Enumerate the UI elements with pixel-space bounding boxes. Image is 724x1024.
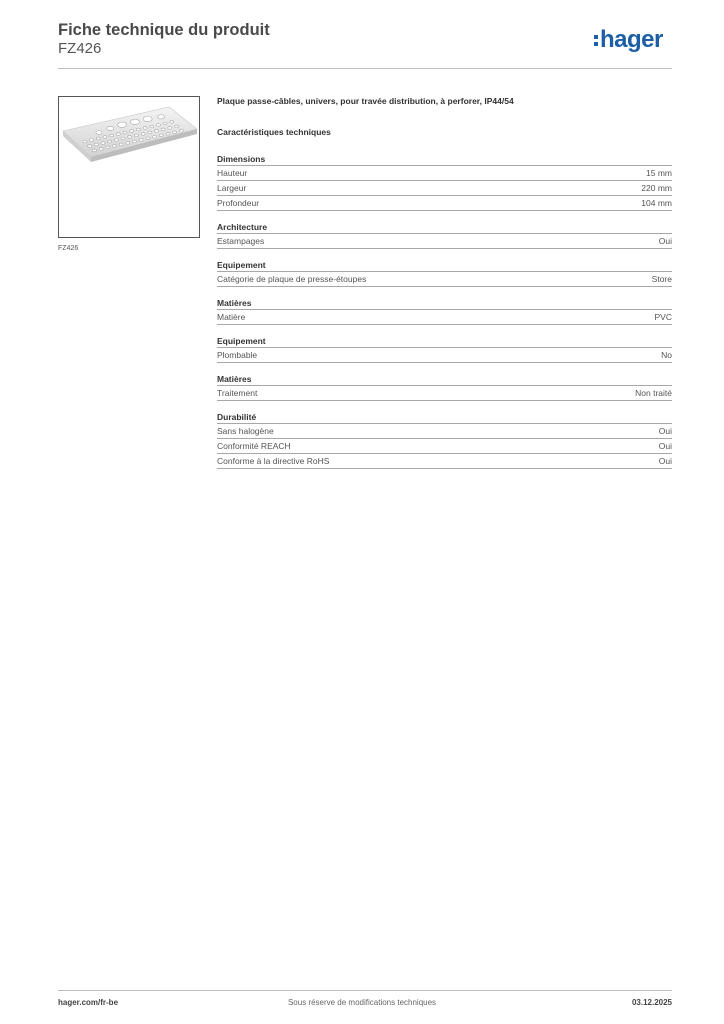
perforation-hole xyxy=(156,124,160,127)
perforation-hole xyxy=(121,137,125,140)
perforation-hole xyxy=(119,143,123,146)
logo-dots-icon xyxy=(594,35,598,49)
perforation-hole xyxy=(96,131,102,135)
perforation-hole xyxy=(139,139,143,142)
spec-value: Oui xyxy=(658,441,672,451)
perforation-hole xyxy=(110,134,114,137)
perforation-hole xyxy=(118,122,127,127)
spec-label: Estampages xyxy=(217,236,265,246)
spec-value: Oui xyxy=(658,426,672,436)
specifications-section xyxy=(217,96,672,479)
spec-row xyxy=(217,347,672,363)
footer-date: 03.12.2025 xyxy=(631,998,672,1007)
perforation-hole xyxy=(123,131,127,134)
perforation-hole xyxy=(141,133,145,136)
perforation-hole xyxy=(107,126,114,130)
perforation-hole xyxy=(179,129,183,132)
perforation-hole xyxy=(126,142,130,145)
perforation-hole xyxy=(92,149,96,152)
spec-value: Oui xyxy=(658,456,672,466)
spec-value: Non traité xyxy=(635,388,672,398)
header-divider xyxy=(58,68,672,69)
perforation-hole xyxy=(173,131,177,134)
perforation-hole xyxy=(148,131,152,134)
spec-group-title: Dimensions xyxy=(217,154,266,164)
spec-group xyxy=(217,221,672,249)
perforation-hole xyxy=(168,127,172,130)
perforation-hole xyxy=(166,132,170,135)
spec-row xyxy=(217,165,672,180)
spec-value: Store xyxy=(651,274,672,284)
perforation-hole xyxy=(96,137,100,140)
spec-value: PVC xyxy=(654,312,672,322)
spec-label: Catégorie de plaque de presse-étoupes xyxy=(217,274,367,284)
spec-groups xyxy=(217,153,672,469)
spec-group-title: Matières xyxy=(217,298,252,308)
spec-row xyxy=(217,385,672,401)
spec-group xyxy=(217,373,672,401)
spec-row xyxy=(217,453,672,469)
technical-characteristics-heading: Caractéristiques techniques xyxy=(217,127,331,137)
spec-label: Hauteur xyxy=(217,168,248,178)
image-caption: FZ426 xyxy=(58,245,79,252)
spec-row xyxy=(217,195,672,211)
footer-notice: Sous réserve de modifications techniques xyxy=(287,998,437,1007)
perforation-hole xyxy=(94,143,98,146)
perforation-hole xyxy=(114,139,118,142)
perforation-hole xyxy=(88,145,92,148)
perforation-hole xyxy=(130,130,134,133)
product-description: Plaque passe-câbles, univers, pour travée distribution, à perforer, IP44/54 xyxy=(217,96,514,106)
perforation-hole xyxy=(99,148,103,151)
perforation-hole xyxy=(170,121,174,124)
spec-value: 220 mm xyxy=(641,183,672,193)
perforation-hole xyxy=(143,127,147,130)
spec-group xyxy=(217,335,672,363)
footer-divider xyxy=(58,990,672,991)
spec-label: Sans halogène xyxy=(217,426,274,436)
perforation-hole xyxy=(150,125,154,128)
perforation-hole xyxy=(112,145,116,148)
perforation-hole xyxy=(136,128,140,131)
perforation-hole xyxy=(143,116,152,121)
spec-value: Oui xyxy=(658,236,672,246)
spec-group-title: Architecture xyxy=(217,222,268,232)
perforation-hole xyxy=(128,136,132,139)
spec-group xyxy=(217,297,672,325)
product-image xyxy=(58,96,200,238)
spec-group-title: Matières xyxy=(217,374,252,384)
perforation-hole xyxy=(163,122,167,125)
page-title: Fiche technique du produit xyxy=(58,21,270,39)
perforation-hole xyxy=(161,128,165,131)
footer-website: hager.com/fr-be xyxy=(58,998,119,1007)
spec-row xyxy=(217,271,672,287)
perforation-hole xyxy=(130,119,139,124)
spec-group xyxy=(217,153,672,211)
spec-group xyxy=(217,411,672,469)
spec-group-title: Equipement xyxy=(217,260,266,270)
spec-row xyxy=(217,180,672,195)
perforation-hole xyxy=(106,146,110,149)
perforation-hole xyxy=(90,139,94,142)
spec-label: Conforme à la directive RoHS xyxy=(217,456,330,466)
spec-value: 104 mm xyxy=(641,198,672,208)
perforation-hole xyxy=(116,133,120,136)
perforation-hole xyxy=(159,134,163,137)
spec-group xyxy=(217,259,672,287)
spec-group-title: Equipement xyxy=(217,336,266,346)
spec-label: Plombable xyxy=(217,350,258,360)
spec-row xyxy=(217,423,672,438)
spec-row xyxy=(217,309,672,325)
perforation-hole xyxy=(101,142,105,145)
spec-row xyxy=(217,233,672,249)
perforation-hole xyxy=(158,115,165,119)
cable-gland-plate-illustration xyxy=(59,97,199,237)
spec-row xyxy=(217,438,672,453)
hager-logo xyxy=(594,28,663,52)
spec-label: Profondeur xyxy=(217,198,260,208)
perforation-hole xyxy=(174,125,178,128)
spec-value: 15 mm xyxy=(646,168,672,178)
perforation-hole xyxy=(153,135,157,138)
spec-label: Matière xyxy=(217,312,246,322)
spec-value: No xyxy=(661,350,672,360)
perforation-hole xyxy=(103,136,107,139)
perforation-hole xyxy=(108,140,112,143)
perforation-hole xyxy=(133,140,137,143)
spec-label: Conformité REACH xyxy=(217,441,291,451)
perforation-hole xyxy=(134,134,138,137)
perforation-hole xyxy=(83,140,87,143)
perforation-hole xyxy=(146,137,150,140)
spec-label: Largeur xyxy=(217,183,247,193)
logo-text: hager xyxy=(600,26,663,53)
product-code: FZ426 xyxy=(58,40,102,57)
perforation-hole xyxy=(154,130,158,133)
spec-label: Traitement xyxy=(217,388,258,398)
spec-group-title: Durabilité xyxy=(217,412,257,422)
